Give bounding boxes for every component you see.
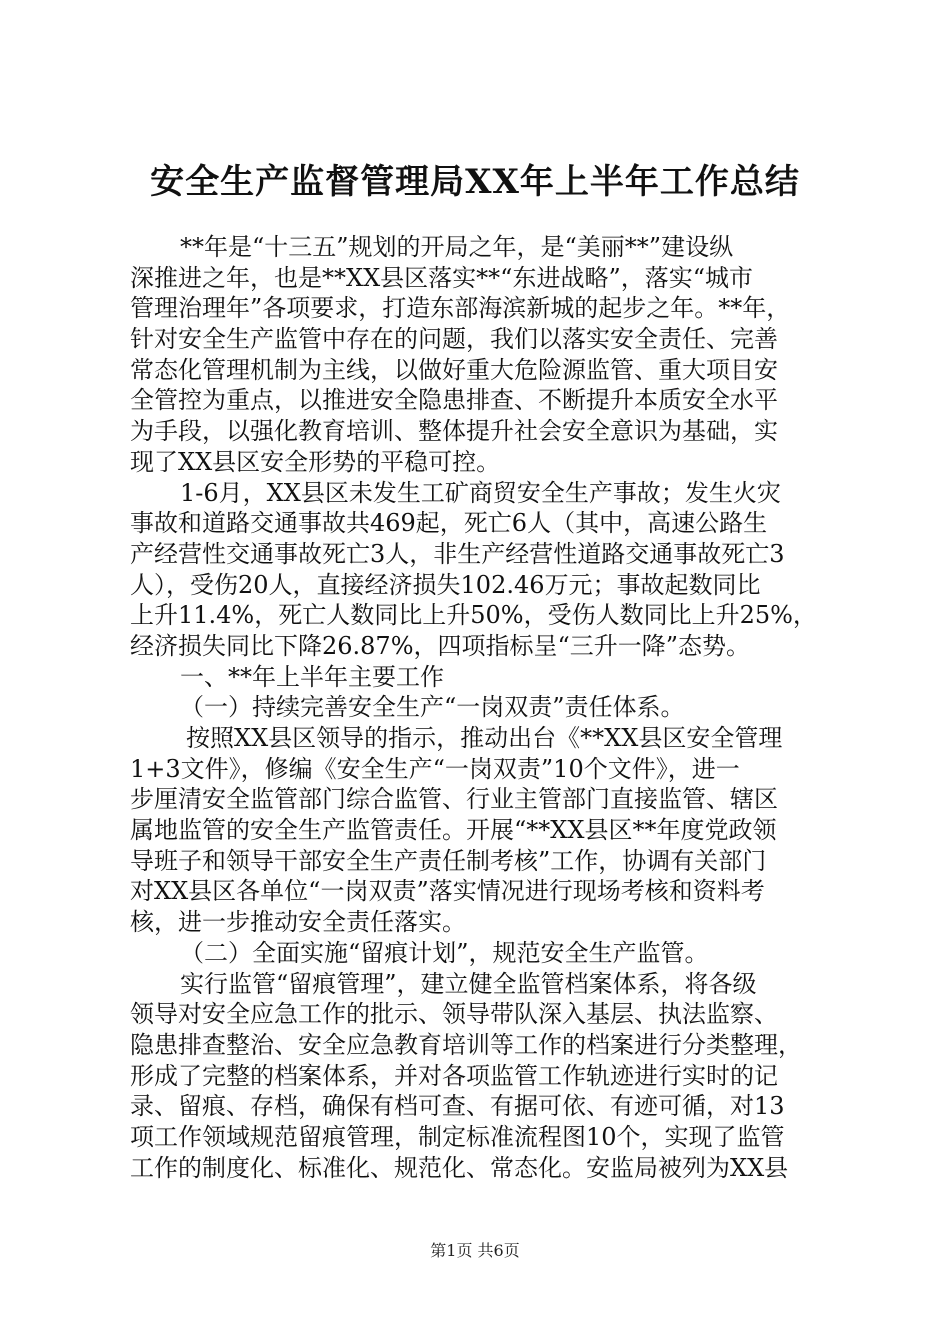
text-line: 常态化管理机制为主线，以做好重大危险源监管、重大项目安 xyxy=(130,355,778,384)
text-line: 导班子和领导干部安全生产责任制考核”工作，协调有关部门 xyxy=(130,846,767,875)
text-line: 领导对安全应急工作的批示、领导带队深入基层、执法监察、 xyxy=(130,1000,778,1029)
text-line: 核，进一步推动安全责任落实。 xyxy=(130,908,466,937)
text-line: 1+3文件》，修编《安全生产“一岗双责”10个文件》，进一 xyxy=(130,754,740,783)
text-line: 经济损失同比下降26.87%，四项指标呈“三升一降”态势。 xyxy=(130,631,751,660)
text-line: 全管控为重点，以推进安全隐患排查、不断提升本质安全水平 xyxy=(130,386,778,415)
text-line: 项工作领域规范留痕管理，制定标准流程图10个，实现了监管 xyxy=(130,1122,785,1151)
page-number-footer: 第1页 共6页 xyxy=(430,1241,520,1260)
text-line: 属地监管的安全生产监管责任。开展“**XX县区**年度党政领 xyxy=(130,816,777,845)
text-line: 深推进之年，也是**XX县区落实**“东进战略”，落实“城市 xyxy=(130,263,753,292)
text-line: 现了XX县区安全形势的平稳可控。 xyxy=(130,447,501,476)
text-line: 按照XX县区领导的指示，推动出台《**XX县区安全管理 xyxy=(186,724,783,752)
text-line: 1-6月，XX县区未发生工矿商贸安全生产事故；发生火灾 xyxy=(180,478,781,507)
section-heading: 一、**年上半年主要工作 xyxy=(180,662,444,691)
document-title: 安全生产监督管理局XX年上半年工作总结 xyxy=(150,162,800,202)
text-line: 针对安全生产监管中存在的问题，我们以落实安全责任、完善 xyxy=(130,325,778,354)
text-line: 实行监管“留痕管理”，建立健全监管档案体系，将各级 xyxy=(180,969,757,998)
text-line: 步厘清安全监管部门综合监管、行业主管部门直接监管、辖区 xyxy=(130,785,778,814)
text-line: **年是“十三五”规划的开局之年，是“美丽**”建设纵 xyxy=(180,233,734,261)
subsection-heading: （一）持续完善安全生产“一岗双责”责任体系。 xyxy=(180,693,685,722)
text-line: 录、留痕、存档，确保有档可查、有据可依、有迹可循，对13 xyxy=(130,1092,785,1121)
text-line: 管理治理年”各项要求，打造东部海滨新城的起步之年。**年， xyxy=(130,294,791,323)
text-line: 隐患排查整治、安全应急教育培训等工作的档案进行分类整理， xyxy=(130,1030,802,1059)
text-line: 上升11.4%，死亡人数同比上升50%，受伤人数同比上升25%， xyxy=(130,601,817,630)
text-line: 对XX县区各单位“一岗双责”落实情况进行现场考核和资料考 xyxy=(130,877,765,906)
text-line: 形成了完整的档案体系，并对各项监管工作轨迹进行实时的记 xyxy=(130,1061,778,1090)
text-line: 工作的制度化、标准化、规范化、常态化。安监局被列为XX县 xyxy=(130,1153,789,1182)
document-body xyxy=(130,232,850,1183)
text-line: 事故和道路交通事故共469起，死亡6人（其中，高速公路生 xyxy=(130,509,768,538)
text-line: 为手段，以强化教育培训、整体提升社会安全意识为基础，实 xyxy=(130,417,778,446)
subsection-heading: （二）全面实施“留痕计划”，规范安全生产监管。 xyxy=(180,938,709,967)
text-line: 人），受伤20人，直接经济损失102.46万元；事故起数同比 xyxy=(130,570,761,599)
text-line: 产经营性交通事故死亡3人，非生产经营性道路交通事故死亡3 xyxy=(130,539,785,568)
